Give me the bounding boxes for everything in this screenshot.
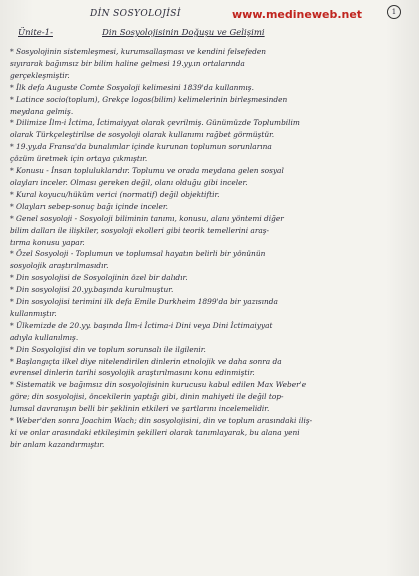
note-line: * Konusu - İnsan topluluklarıdır. Toplumu ve orada meydana gelen sosyal: [10, 166, 284, 176]
note-line: * İlk defa Auguste Comte Sosyoloji kelimesini 1839'da kullanmış.: [10, 82, 254, 92]
note-line: * Ülkemizde de 20.yy. başında İlm-i İctima-i Dini veya Dini İctimaiyyat: [10, 320, 273, 330]
page-number: 1: [387, 5, 401, 19]
handwritten-notes: [10, 46, 405, 451]
unit-header: [10, 26, 405, 40]
note-line: * Din sosyolojisi terimini ilk defa Emile Durkheim 1899'da bir yazısında: [10, 297, 278, 307]
note-line: * Dilimize İlm-i İctima, İctimaiyyat olarak çevrilmiş. Günümüzde Toplumbilim: [10, 118, 300, 128]
website-watermark: www.medineweb.net: [232, 8, 363, 21]
note-line: * Başlangıçta ilkel diye nitelendirilen dinlerin etnolojik ve daha sonra da: [10, 356, 282, 366]
note-line: olarak Türkçeleştirilse de sosyoloji olarak kullanımı rağbet görmüştür.: [10, 130, 275, 140]
note-line: gerçekleşmiştir.: [10, 70, 70, 80]
page-title: DİN SOSYOLOJİSİ: [90, 9, 181, 19]
note-line: evrensel dinlerin tarihi sosyolojik araştırılmasını konu edinmiştir.: [10, 368, 255, 378]
note-line: * Sosyolojinin sistemleşmesi, kurumsallaşması ve kendini felsefeden: [10, 47, 267, 56]
note-line: kullanmıştır.: [10, 308, 57, 318]
section-subtitle: Din Sosyolojisinin Doğuşu ve Gelişimi: [102, 28, 265, 38]
note-line: sosyolojik araştırılmasıdır.: [10, 261, 109, 271]
note-line: meydana gelmiş.: [10, 106, 74, 116]
note-line: * Sistematik ve bağımsız din sosyolojisinin kurucusu kabul edilen Max Weber'e: [10, 380, 307, 390]
note-line: göre; din sosyolojisi, öncekilerin yaptığı gibi, dinin mahiyeti ile değil top-: [10, 392, 284, 402]
note-line: * Genel sosyoloji - Sosyoloji biliminin tanımı, konusu, alanı yöntemi diğer: [10, 213, 284, 223]
unit-label: Ünite-1-: [18, 28, 53, 38]
note-line: adıyla kullanılmış.: [10, 332, 79, 342]
page-header: [10, 6, 405, 22]
note-line: çözüm üretmek için ortaya çıkmıştır.: [10, 154, 148, 164]
note-line: * Olayları sebep-sonuç bağı içinde inceler.: [10, 201, 168, 211]
note-line: * Weber'den sonra Joachim Wach; din sosyolojisini, din ve toplum arasındaki iliş-: [10, 416, 313, 426]
note-line: ki ve onlar arasındaki etkileşimin şekilleri olarak tanımlayarak, bu alana yeni: [10, 428, 300, 437]
note-line: bilim dalları ile ilişkiler, sosyoloji ekolleri gibi teorik temellerini araş-: [10, 225, 270, 235]
note-line: * Latince socio(toplum), Grekçe logos(bilim) kelimelerinin birleşmesinden: [10, 94, 288, 104]
note-line: * 19.yy.da Fransa'da bunalımlar içinde kurunan toplumun sorunlarına: [10, 142, 272, 152]
note-line: tırma konusu yapar.: [10, 237, 85, 247]
note-line: * Din sosyolojisi 20.yy.başında kurulmuştur.: [10, 285, 174, 295]
note-line: olayları inceler. Olması gereken değil, olanı olduğu gibi inceler.: [10, 177, 248, 187]
note-line: sıyırarak bağımsız bir bilim haline gelmesi 19.yy.ın ortalarında: [10, 58, 245, 68]
note-line: * Özel Sosyoloji - Toplumun ve toplumsal hayatın belirli bir yönünün: [10, 249, 266, 259]
note-line: * Kural koyucu/hüküm verici (normatif) değil objektiftir.: [10, 189, 220, 199]
note-line: lumsal davranışın belli bir şeklinin etkileri ve şartlarını incelemelidir.: [10, 404, 270, 414]
note-line: * Din Sosyolojisi din ve toplum sorunsalı ile ilgilenir.: [10, 344, 206, 354]
note-line: * Din sosyolojisi de Sosyolojinin özel bir dalıdır.: [10, 273, 188, 283]
note-line: bir anlam kazandırmıştır.: [10, 439, 105, 449]
